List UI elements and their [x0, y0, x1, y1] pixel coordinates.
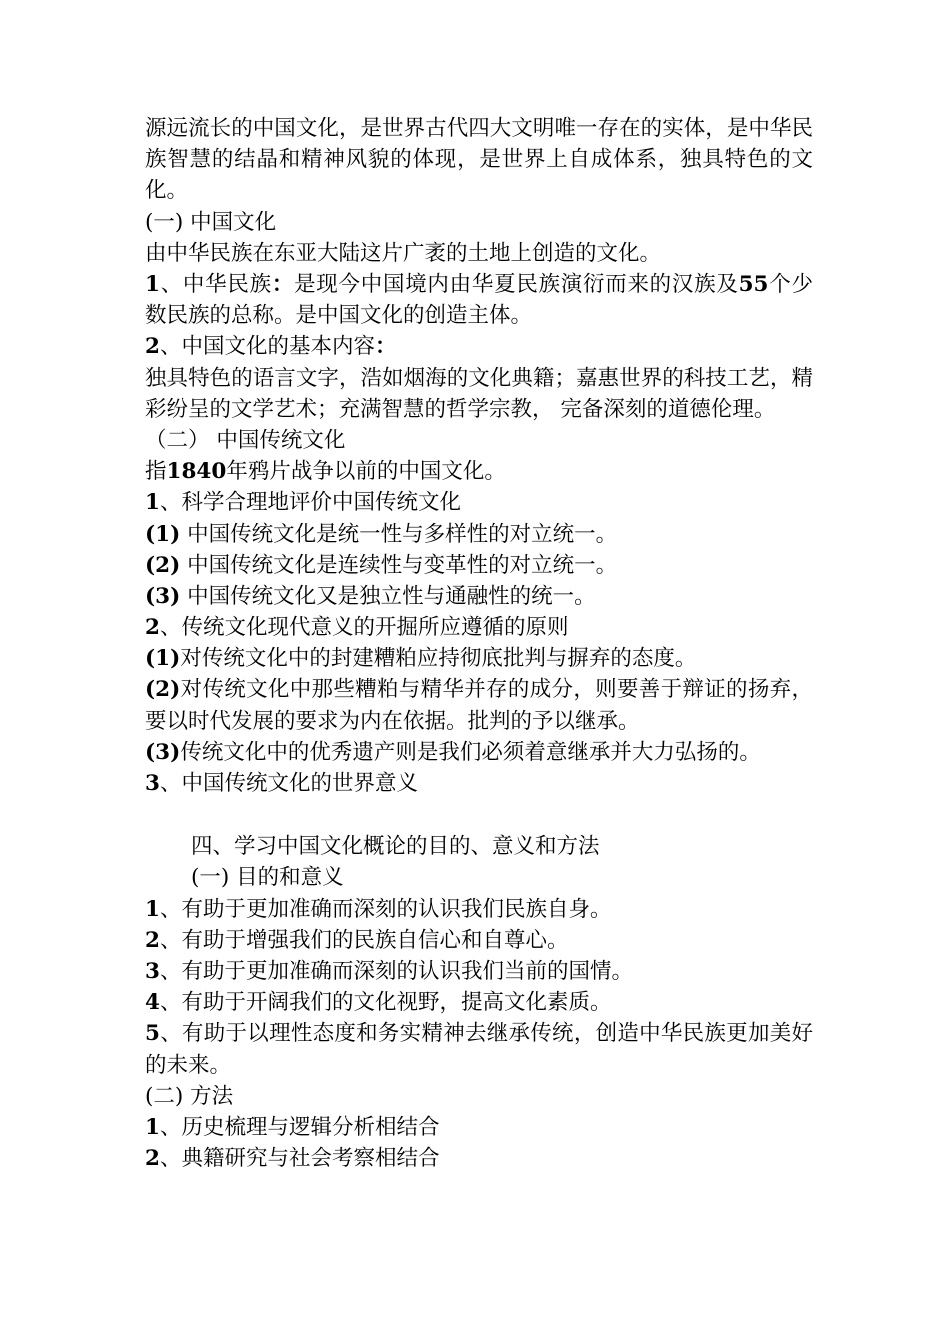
- paragraph: [145, 643, 813, 674]
- text-run: 、传统文化现代意义的开掘所应遵循的原则: [159, 615, 569, 641]
- text-run: 、中国传统文化的世界意义: [159, 771, 418, 797]
- paragraph: [145, 956, 813, 987]
- text-run: 个少数民族的总称。是中国文化的创造主体。: [145, 271, 813, 329]
- paragraph: [145, 894, 813, 925]
- bold-number: (1): [145, 646, 181, 672]
- text-run: 、有助于更加准确而深刻的认识我们民族自身。: [159, 896, 612, 922]
- text-run: 、有助于开阔我们的文化视野，提高文化素质。: [159, 990, 612, 1016]
- document-page: [145, 113, 813, 1174]
- bold-number: 3: [145, 771, 160, 797]
- text-run: (二) 方法: [145, 1083, 234, 1109]
- paragraph: [145, 425, 813, 456]
- paragraph: [145, 238, 813, 269]
- text-run: (一) 目的和意义: [191, 865, 344, 891]
- text-run: 、中华民族: [159, 271, 272, 297]
- bold-number: 3: [145, 959, 160, 985]
- paragraph: [145, 331, 813, 362]
- text-run: 中国传统文化是连续性与变革性的对立统一。: [180, 552, 618, 578]
- paragraph: [145, 113, 813, 207]
- paragraph: [145, 612, 813, 643]
- text-run: 、有助于增强我们的民族自信心和自尊心。: [159, 927, 569, 953]
- paragraph: [145, 1112, 813, 1143]
- text-run: 独具特色的语言文字，浩如烟海的文化典籍；嘉惠世界的科技工艺，精彩纷呈的文学艺术；充满智慧的哲学宗教， 完备深刻的道德伦理。: [145, 365, 813, 422]
- bold-number: (1): [145, 521, 181, 547]
- text-run: 是现今中国境内由华夏民族演衍而来的汉族及: [294, 271, 739, 297]
- blank-line: [145, 799, 813, 831]
- bold-number: 4: [145, 990, 160, 1016]
- text-run: 对传统文化中那些糟粕与精华并存的成分，则要善于辩证的扬弃，要以时代发展的要求为内在依据。批判的予以继承。: [145, 677, 813, 734]
- text-run: 指: [145, 459, 167, 485]
- paragraph: [145, 987, 813, 1018]
- text-run: 、中国文化的基本内容: [159, 334, 375, 360]
- bold-number: 2: [145, 334, 160, 360]
- text-run: 、科学合理地评价中国传统文化: [159, 490, 461, 516]
- paragraph: [145, 581, 813, 612]
- paragraph: [145, 207, 813, 238]
- bold-number: 1: [145, 490, 160, 516]
- text-run: (一) 中国文化: [145, 209, 277, 235]
- bold-number: ：: [374, 334, 397, 360]
- text-run: 对传统文化中的封建糟粕应持彻底批判与摒弃的态度。: [180, 646, 697, 672]
- paragraph: [145, 1081, 813, 1112]
- bold-number: (3): [145, 583, 181, 609]
- text-run: 传统文化中的优秀遗产则是我们必须着意继承并大力弘扬的。: [180, 739, 761, 765]
- text-run: 、典籍研究与社会考察相结合: [159, 1146, 440, 1172]
- paragraph: [145, 768, 813, 799]
- paragraph: [145, 269, 813, 331]
- text-run: 由中华民族在东亚大陆这片广袤的土地上创造的文化。: [145, 240, 662, 266]
- bold-number: 1840: [166, 459, 227, 485]
- bold-number: 2: [145, 615, 160, 641]
- paragraph: [145, 519, 813, 550]
- paragraph: [145, 737, 813, 768]
- section-heading: [145, 831, 813, 862]
- bold-number: 2: [145, 927, 160, 953]
- text-run: 四、学习中国文化概论的目的、意义和方法: [191, 834, 600, 860]
- bold-number: 5: [145, 1021, 160, 1047]
- paragraph: [145, 674, 813, 736]
- text-run: （二） 中国传统文化: [145, 427, 346, 453]
- paragraph: [145, 550, 813, 581]
- paragraph: [145, 456, 813, 487]
- bold-number: (3): [145, 739, 181, 765]
- paragraph: [145, 487, 813, 518]
- bold-number: (2): [145, 552, 181, 578]
- bold-number: 1: [145, 1114, 160, 1140]
- paragraph: [145, 925, 813, 956]
- bold-number: 1: [145, 271, 160, 297]
- text-run: 中国传统文化是统一性与多样性的对立统一。: [180, 521, 618, 547]
- text-run: 、历史梳理与逻辑分析相结合: [159, 1114, 440, 1140]
- bold-number: 55: [738, 271, 769, 297]
- bold-number: 1: [145, 896, 160, 922]
- paragraph: [145, 1018, 813, 1080]
- bold-number: (2): [145, 677, 181, 703]
- paragraph: [145, 363, 813, 425]
- text-run: 源远流长的中国文化，是世界古代四大文明唯一存在的实体，是中华民族智慧的结晶和精神风貌的体现，是世界上自成体系，独具特色的文化。: [145, 116, 813, 204]
- section-heading: [145, 862, 813, 893]
- text-run: 、有助于更加准确而深刻的认识我们当前的国情。: [159, 959, 633, 985]
- bold-number: 2: [145, 1146, 160, 1172]
- text-run: 、有助于以理性态度和务实精神去继承传统，创造中华民族更加美好的未来。: [145, 1021, 813, 1078]
- bold-number: ：: [271, 271, 295, 297]
- paragraph: [145, 1143, 813, 1174]
- text-run: 中国传统文化又是独立性与通融性的统一。: [180, 583, 596, 609]
- text-run: 年鸦片战争以前的中国文化。: [226, 459, 506, 485]
